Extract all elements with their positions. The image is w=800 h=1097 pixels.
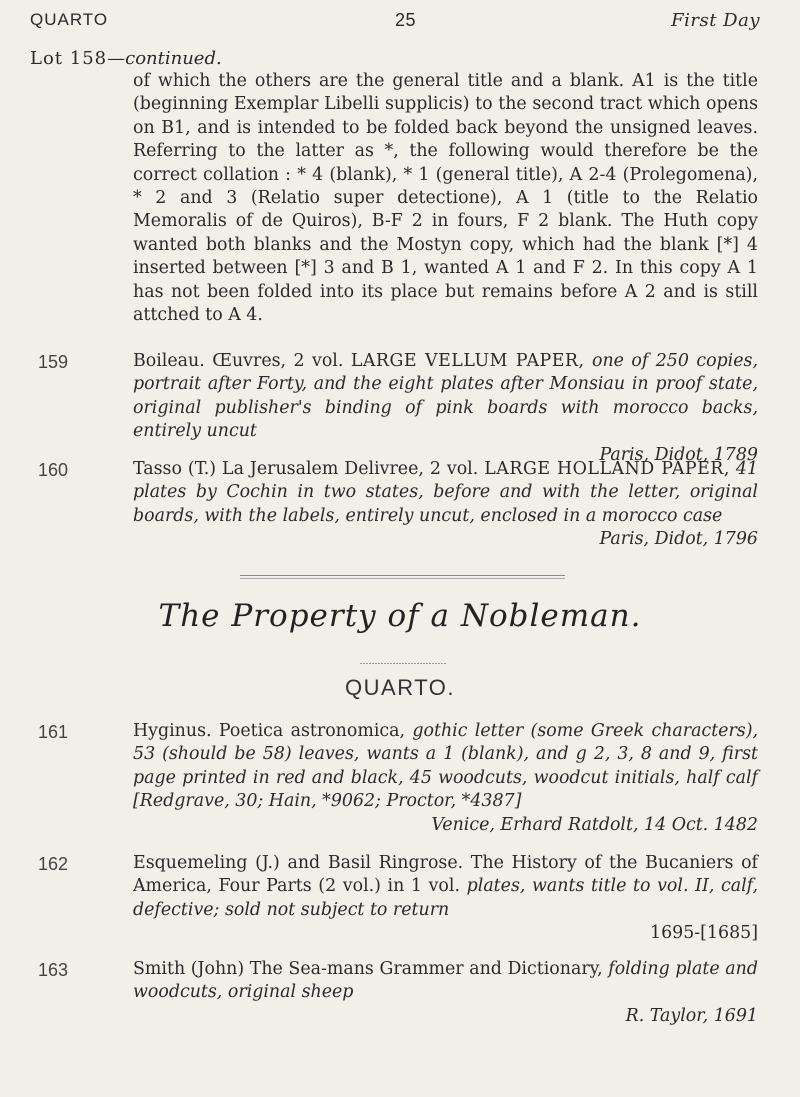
lot-type: gothic letter: [412, 721, 524, 741]
lot-title: La Jerusalem Delivree, 2 vol.: [222, 459, 479, 479]
lot-imprint: Paris, Didot, 1796: [599, 529, 758, 550]
lot-continuation-label: [30, 48, 222, 69]
lot-imprint: R. Taylor, 1691: [625, 1005, 758, 1026]
lot-imprint: Venice, Erhard Ratdolt, 14 Oct. 1482: [431, 814, 758, 835]
lot-description: 41 plates by Cochin in two states, before and with the letter, original boards, with the labels, entirely uncut, enclosed in a morocco case: [133, 459, 759, 526]
lot-title: and Basil Ringrose. The History of the Bucaniers of America, Four Parts (2 vol.) in 1 vol.: [133, 853, 758, 897]
lot-author: Smith (John): [133, 959, 245, 979]
header-format: QUARTO: [30, 10, 109, 29]
lot-158-text: of which the others are the general title and a blank. A1 is the title (beginning Exemplar Libelli supplicis) to the second tract which opens on B1, and is intended to be folded back beyond the unsigned leaves. Referring to the latter as *, the following would therefore be the correct collation : * 4 (blank), * 1 (general title), A 2-4 (Prolegomena), * 2 and 3 (Relatio super detectione), A 1 (title to the Relatio Memoralis of de Quiros), B-F 2 in fours, F 2 blank. The Huth copy wanted both blanks and the Mostyn copy, which had the blank [*] 4 inserted between [*] 3 and B 1, wanted A 1 and F 2. In this copy A 1 has not been folded into its place but remains before A 2 and is still attched to A 4.: [133, 71, 758, 326]
lot-entry: [133, 958, 758, 1028]
lot-entry: [133, 720, 758, 837]
lot-entry: [133, 350, 758, 467]
section-subtitle: QUARTO.: [345, 675, 455, 700]
lot-entry: [133, 852, 758, 946]
continued-suffix: —continued.: [107, 48, 222, 69]
lot-description: (some Greek characters), 53 (should be 58) leaves, wants a 1 (blank), and g 2, 3, 8 and 9, first page printed in red and black, 45 woodcuts, woodcut initials, half calf [Redgrave, 30; Hain, *9062; Proctor, *4387]: [133, 721, 759, 812]
lot-label: Lot 158: [30, 48, 108, 69]
lot-author: Boileau.: [133, 351, 205, 371]
page-header: [30, 10, 760, 40]
section-rule: [240, 575, 565, 576]
lot-entry: [133, 458, 758, 552]
lot-description: one of 250 copies, portrait after Forty, and the eight plates after Monsiau in proof state, original publisher's binding of pink boards with morocco backs, entirely uncut: [133, 351, 758, 442]
lot-author: Hyginus.: [133, 721, 212, 741]
lot-description: plates, wants title to vol. II, calf, defective; sold not subject to return: [133, 876, 758, 920]
lot-number: 162: [38, 854, 69, 874]
lot-imprint: 1695-[1685]: [650, 923, 758, 944]
header-day: First Day: [671, 10, 760, 31]
lot-number: 163: [38, 960, 69, 980]
lot-number: 161: [38, 722, 69, 742]
lot-title: Poetica astronomica,: [218, 721, 406, 741]
lot-paper: LARGE HOLLAND PAPER,: [484, 459, 730, 479]
lot-paper: LARGE VELLUM PAPER,: [350, 351, 585, 371]
lot-description: folding plate and woodcuts, original sheep: [133, 959, 758, 1003]
page-number: 25: [395, 10, 417, 30]
lot-number: 159: [38, 352, 69, 372]
lot-title: Œuvres, 2 vol.: [212, 351, 344, 371]
lot-number: 160: [38, 460, 69, 480]
section-title: The Property of a Nobleman.: [158, 598, 642, 634]
section-rule: [240, 578, 565, 579]
lot-imprint: Paris, Didot, 1789: [599, 444, 758, 465]
ornament-divider: [360, 662, 446, 665]
lot-title: The Sea-mans Grammer and Dictionary,: [249, 959, 603, 979]
lot-author: Tasso (T.): [133, 459, 217, 479]
lot-author: Esquemeling (J.): [133, 853, 280, 873]
